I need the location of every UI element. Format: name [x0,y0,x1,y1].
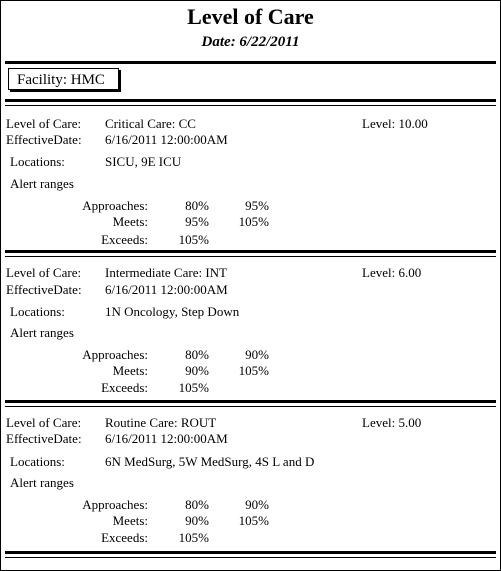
approaches-low: 80% [185,497,209,512]
effective-date-label: EffectiveDate: [6,282,82,297]
approaches-label: Approaches: [82,497,148,512]
exceeds-value: 105% [178,530,209,545]
exceeds-label: Exceeds: [101,380,148,395]
level-of-care-label: Level of Care: [6,415,82,430]
header-divider [5,61,496,64]
section-divider [5,406,496,407]
alert-ranges-label: Alert ranges [10,176,74,191]
meets-low: 95% [185,214,209,229]
approaches-low: 80% [185,347,209,362]
locations-value: 1N Oncology, Step Down [105,304,240,319]
locations-label: Locations: [10,154,65,169]
care-name: Intermediate Care: INT [105,265,227,280]
level-value: Level: 10.00 [362,116,428,131]
section-divider [5,400,496,403]
effective-date-label: EffectiveDate: [6,431,82,446]
locations-label: Locations: [10,454,65,469]
effective-date-value: 6/16/2011 12:00:00AM [105,132,228,147]
section-divider [5,99,496,102]
approaches-high: 90% [245,347,269,362]
level-of-care-label: Level of Care: [6,265,82,280]
locations-value: SICU, 9E ICU [105,154,182,169]
effective-date-value: 6/16/2011 12:00:00AM [105,282,228,297]
alert-ranges-label: Alert ranges [10,475,74,490]
exceeds-value: 105% [178,232,209,247]
section-divider [5,256,496,257]
approaches-low: 80% [185,198,209,213]
effective-date-value: 6/16/2011 12:00:00AM [105,431,228,446]
alert-ranges-label: Alert ranges [10,325,74,340]
meets-low: 90% [185,513,209,528]
care-name: Critical Care: CC [105,116,196,131]
facility-label: Facility: HMC [8,68,119,90]
meets-low: 90% [185,363,209,378]
care-name: Routine Care: ROUT [105,415,217,430]
section-divider [5,105,496,106]
exceeds-label: Exceeds: [101,530,148,545]
meets-high: 105% [238,363,269,378]
approaches-label: Approaches: [82,347,148,362]
approaches-high: 90% [245,497,269,512]
locations-value: 6N MedSurg, 5W MedSurg, 4S L and D [105,454,315,469]
report-title: Level of Care [187,4,314,29]
exceeds-value: 105% [178,380,209,395]
level-value: Level: 6.00 [362,265,422,280]
effective-date-label: EffectiveDate: [6,132,82,147]
meets-high: 105% [238,214,269,229]
footer-divider [5,551,496,554]
footer-divider [5,557,496,558]
meets-label: Meets: [112,363,148,378]
exceeds-label: Exceeds: [101,232,148,247]
level-of-care-label: Level of Care: [6,116,82,131]
section-divider [5,250,496,253]
approaches-label: Approaches: [82,198,148,213]
level-value: Level: 5.00 [362,415,422,430]
report-date: Date: 6/22/2011 [201,34,300,50]
locations-label: Locations: [10,304,65,319]
meets-label: Meets: [112,513,148,528]
approaches-high: 95% [245,198,269,213]
meets-high: 105% [238,513,269,528]
meets-label: Meets: [112,214,148,229]
